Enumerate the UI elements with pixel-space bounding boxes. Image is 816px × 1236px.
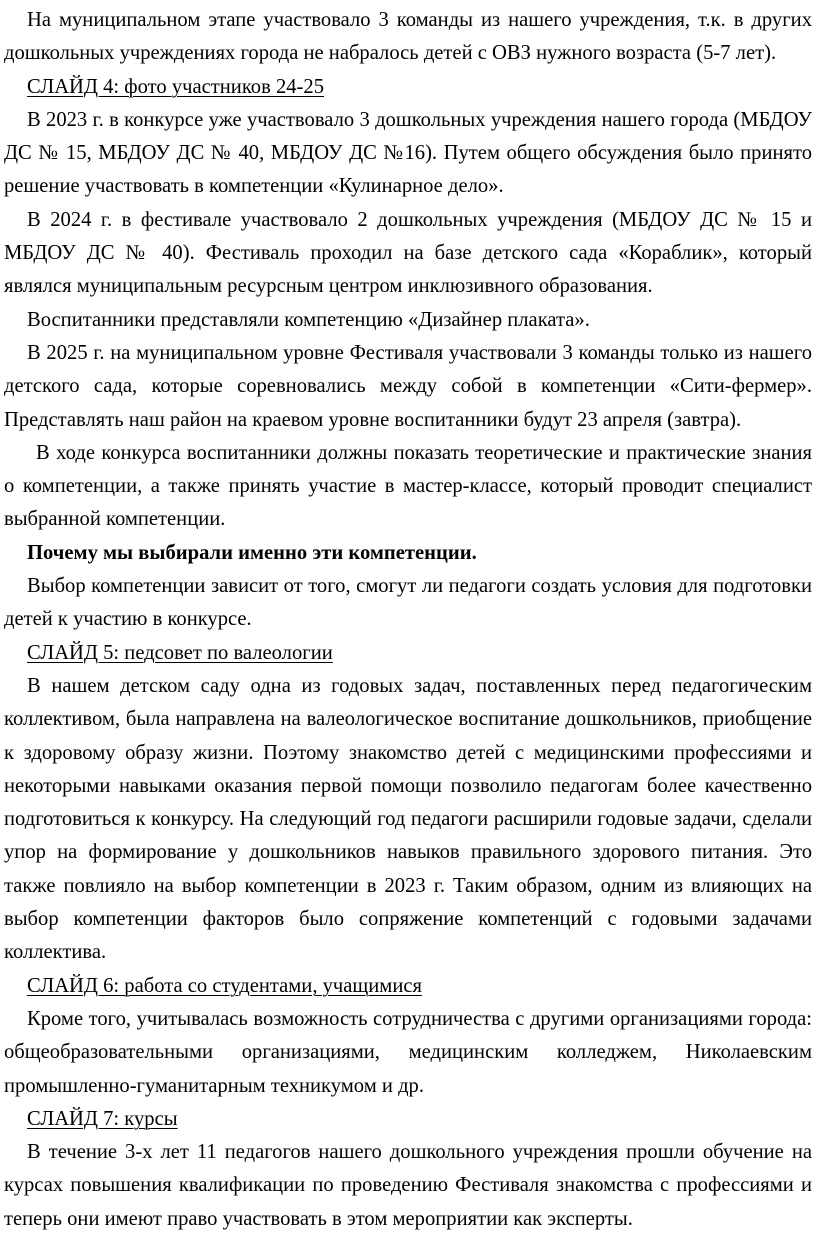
paragraph-2023: В 2023 г. в конкурсе уже участвовало 3 дошкольных учреждения нашего города (МБДОУ ДС № 15, МБДОУ ДС № 40, МБДОУ ДС №16). Путем общего обсуждения было принято решение участвовать в компетенции «Кулинарное дело». xyxy=(4,108,812,198)
paragraph-choice: Выбор компетенции зависит от того, смогут ли педагоги создать условия для подготовки детей к участию в конкурсе. xyxy=(4,575,812,631)
slide-7-label: СЛАЙД 7: курсы xyxy=(27,1107,178,1130)
paragraph-valeology: В нашем детском саду одна из годовых задач, поставленных перед педагогическим коллективом, была направлена на валеологическое воспитание дошкольников, приобщение к здоровому образу жизни. Поэтому знакомство детей с медицинскими профессиями и некоторыми навыками оказания первой помощи позволило педагогам более качественно подготовиться к конкурсу. На следующий год педагоги расширили годовые задачи, сделали упор на формирование у дошкольников навыков правильного здорового питания. Это также повлияло на выбор компетенции в 2023 г. Таким образом, одним из влияющих на выбор компетенции факторов было сопряжение компетенций с годовыми задачами коллектива. xyxy=(4,674,812,964)
paragraph-2024: В 2024 г. в фестивале участвовало 2 дошкольных учреждения (МБДОУ ДС № 15 и МБДОУ ДС № 40). Фестиваль проходил на базе детского сада «Кораблик», который являлся муниципальным ресурсным центром инклюзивного образования. xyxy=(4,208,812,298)
paragraph-poster-designer: Воспитанники представляли компетенцию «Дизайнер плаката». xyxy=(27,308,590,331)
document-page xyxy=(4,4,812,1236)
slide-5-label: СЛАЙД 5: педсовет по валеологии xyxy=(27,641,333,664)
slide-6-label: СЛАЙД 6: работа со студентами, учащимися xyxy=(27,974,422,997)
paragraph-municipal-stage: На муниципальном этапе участвовало 3 команды из нашего учреждения, т.к. в других дошкольных учреждениях города не набралось детей с ОВЗ нужного возраста (5-7 лет). xyxy=(4,9,812,65)
paragraph-courses: В течение 3-х лет 11 педагогов нашего дошкольного учреждения прошли обучение на курсах повышения квалификации по проведению Фестиваля знакомства с профессиями и теперь они имеют право участвовать в этом мероприятии как эксперты. xyxy=(4,1141,812,1230)
slide-4-label: СЛАЙД 4: фото участников 24-25 xyxy=(27,75,324,98)
paragraph-cooperation: Кроме того, учитывалась возможность сотрудничества с другими организациями города: общеобразовательными организациями, медицинским колледжем, Николаевским промышленно-гуманитарным техникумом и др. xyxy=(4,1007,812,1097)
section-heading: Почему мы выбирали именно эти компетенции. xyxy=(27,541,477,564)
paragraph-2025: В 2025 г. на муниципальном уровне Фестиваля участвовали 3 команды только из нашего детского сада, которые соревновались между собой в компетенции «Сити-фермер». Представлять наш район на краевом уровне воспитанники будут 23 апреля (завтра). xyxy=(4,341,812,431)
paragraph-contest-tasks: В ходе конкурса воспитанники должны показать теоретические и практические знания о компетенции, а также принять участие в мастер-классе, который проводит специалист выбранной компетенции. xyxy=(4,441,812,531)
